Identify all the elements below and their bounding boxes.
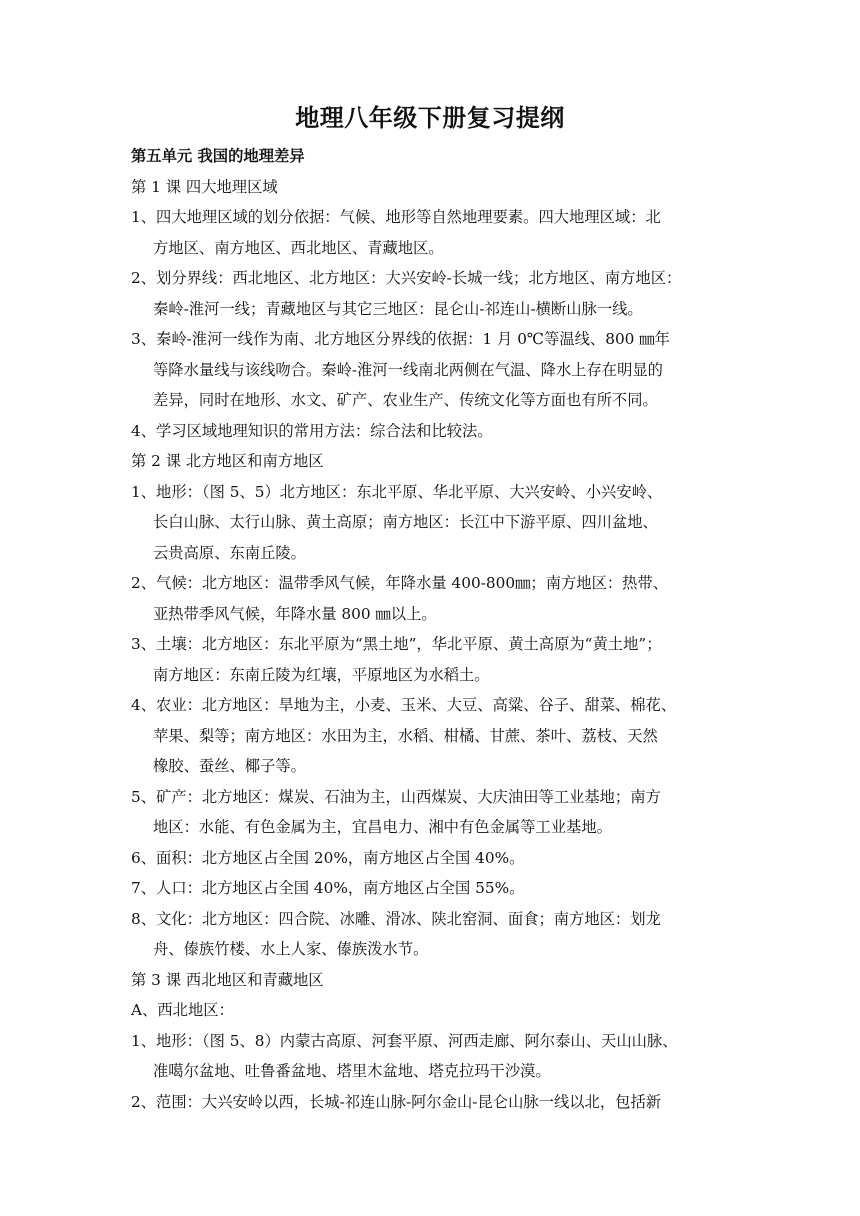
list-item: A、西北地区：: [131, 1001, 234, 1019]
list-item-continuation: 云贵高原、东南丘陵。: [153, 543, 306, 562]
list-item-continuation: 长白山脉、太行山脉、黄土高原；南方地区：长江中下游平原、四川盆地、: [153, 513, 658, 531]
list-item: 3、土壤：北方地区：东北平原为“黑土地”，华北平原、黄土高原为“黄土地”；: [131, 635, 662, 653]
list-item-continuation: 准噶尔盆地、吐鲁番盆地、塔里木盆地、塔克拉玛干沙漠。: [153, 1062, 551, 1080]
list-item: 1、地形：（图 5、5）北方地区：东北平原、华北平原、大兴安岭、小兴安岭、: [131, 482, 663, 501]
list-item: 6、面积：北方地区占全国 20%，南方地区占全国 40%。: [131, 848, 525, 867]
list-item-continuation: 橡胶、蚕丝、椰子等。: [153, 757, 306, 775]
lesson-heading: 第 1 课 四大地理区域: [131, 177, 278, 196]
list-item-continuation: 亚热带季风气候，年降水量 800 ㎜以上。: [153, 604, 437, 623]
lesson-heading: 第 3 课 西北地区和青藏地区: [131, 970, 324, 989]
list-item-continuation: 地区：水能、有色金属为主，宜昌电力、湘中有色金属等工业基地。: [153, 818, 612, 836]
list-item: 2、范围：大兴安岭以西，长城-祁连山脉-阿尔金山-昆仑山脉一线以北，包括新: [131, 1092, 662, 1111]
document-title: 地理八年级下册复习提纲: [295, 104, 565, 132]
list-item-continuation: 秦岭-淮河一线；青藏地区与其它三地区：昆仑山-祁连山-横断山脉一线。: [153, 299, 643, 318]
list-item: 1、地形：（图 5、8）内蒙古高原、河套平原、河西走廊、阿尔泰山、天山山脉、: [131, 1031, 678, 1050]
list-item: 8、文化：北方地区：四合院、冰雕、滑冰、陕北窑洞、面食；南方地区：划龙: [131, 909, 661, 928]
list-item-continuation: 苹果、梨等；南方地区：水田为主，水稻、柑橘、甘蔗、茶叶、荔枝、天然: [153, 726, 658, 745]
lesson-heading: 第 2 课 北方地区和南方地区: [131, 452, 324, 470]
list-item-continuation: 方地区、南方地区、西北地区、青藏地区。: [153, 238, 444, 257]
list-item: 2、气候：北方地区：温带季风气候，年降水量 400-800㎜；南方地区：热带、: [131, 574, 669, 592]
list-item: 3、秦岭-淮河一线作为南、北方地区分界线的依据：1 月 0℃等温线、800 ㎜年: [131, 330, 670, 348]
list-item-continuation: 等降水量线与该线吻合。秦岭-淮河一线南北两侧在气温、降水上存在明显的: [153, 360, 663, 379]
list-item: 4、农业：北方地区：旱地为主，小麦、玉米、大豆、高粱、谷子、甜菜、棉花、: [131, 696, 677, 714]
list-item-continuation: 南方地区：东南丘陵为红壤，平原地区为水稻土。: [153, 665, 490, 684]
list-item-continuation: 差异，同时在地形、水文、矿产、农业生产、传统文化等方面也有所不同。: [153, 391, 658, 409]
list-item: 7、人口：北方地区占全国 40%，南方地区占全国 55%。: [131, 879, 525, 897]
unit-heading: 第五单元 我国的地理差异: [131, 147, 305, 165]
list-item: 5、矿产：北方地区：煤炭、石油为主，山西煤炭、大庆油田等工业基地；南方: [131, 787, 661, 806]
list-item: 2、划分界线：西北地区、北方地区：大兴安岭-长城一线；北方地区、南方地区：: [131, 269, 682, 287]
document-body: [131, 141, 737, 1117]
list-item: 4、学习区域地理知识的常用方法：综合法和比较法。: [131, 421, 493, 440]
list-item-continuation: 舟、傣族竹楼、水上人家、傣族泼水节。: [153, 940, 429, 958]
list-item: 1、四大地理区域的划分依据：气候、地形等自然地理要素。四大地理区域：北: [131, 208, 661, 226]
